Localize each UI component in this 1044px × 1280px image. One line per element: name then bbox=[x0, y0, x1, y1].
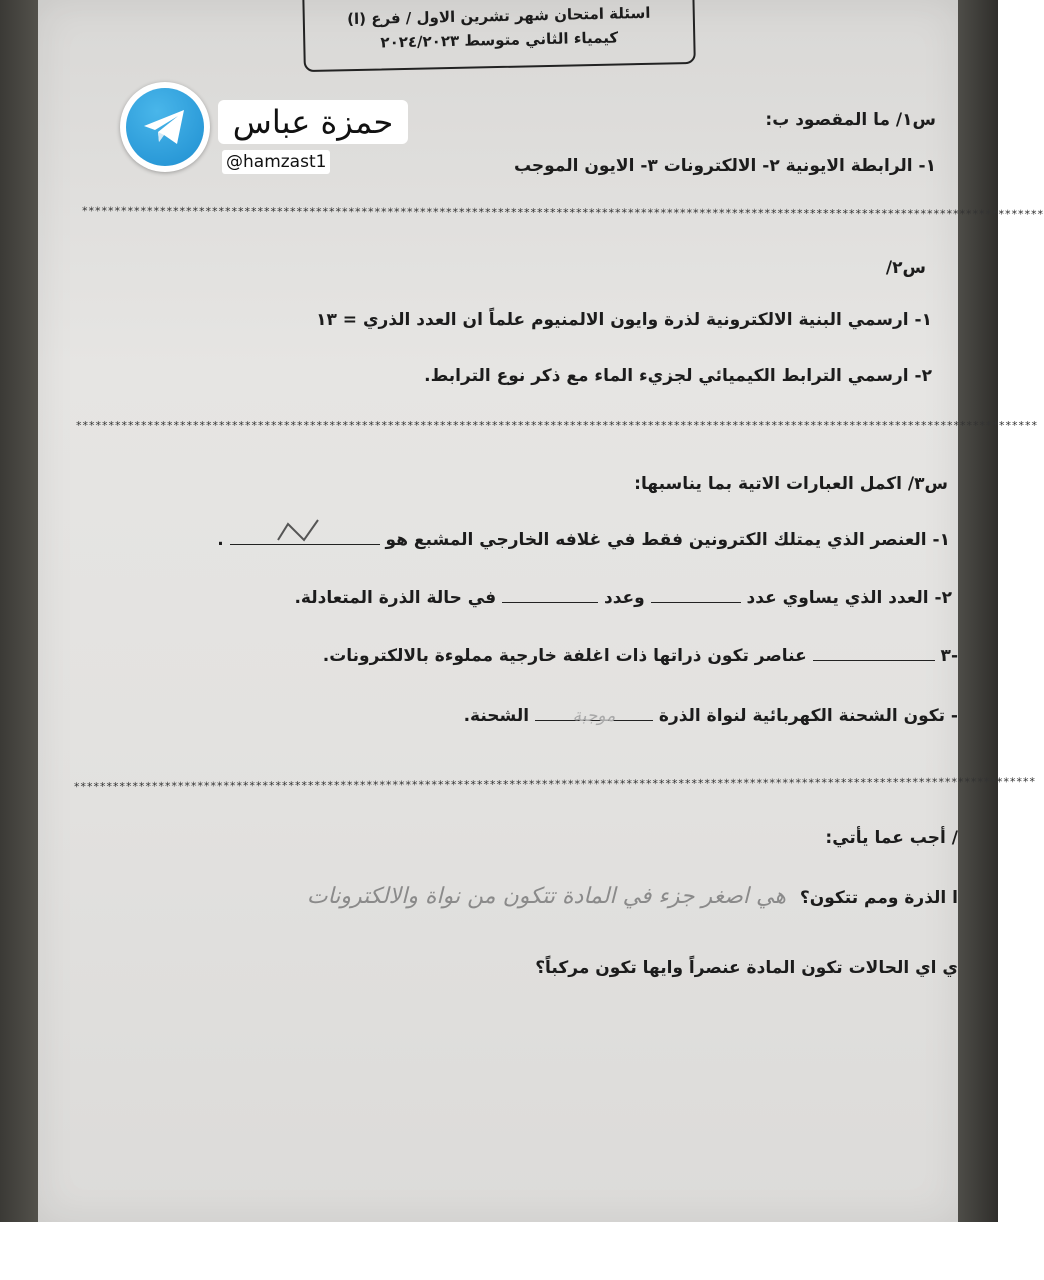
q2-title: س٢/ bbox=[885, 258, 926, 278]
q3-item2 bbox=[294, 588, 952, 608]
exam-header-box bbox=[302, 0, 696, 72]
q3-item3-number: -٣ bbox=[940, 646, 958, 666]
q3-item1-text: ١- العنصر الذي يمتلك الكترونين فقط في غلافه الخارجي المشبع هو bbox=[385, 530, 950, 550]
q4-title: / أجب عما يأتي: bbox=[825, 828, 958, 848]
q3-item2-part-c: في حالة الذرة المتعادلة. bbox=[294, 588, 497, 608]
q3-item2-part-a: ٢- العدد الذي يساوي عدد bbox=[746, 588, 952, 608]
q2-item1: ١- ارسمي البنية الالكترونية لذرة وايون الالمنيوم علماً ان العدد الذري = ١٣ bbox=[316, 310, 932, 330]
exam-paper bbox=[38, 0, 1044, 1222]
telegram-logo bbox=[120, 82, 210, 172]
q3-item1: ١- العنصر الذي يمتلك الكترونين فقط في غلافه الخارجي المشبع هو . bbox=[217, 530, 950, 550]
channel-name: حمزة عباس bbox=[218, 100, 408, 144]
q1-items: ١- الرابطة الايونية ٢- الالكترونات ٣- الايون الموجب bbox=[513, 156, 936, 176]
q3-item3-blank bbox=[813, 646, 935, 661]
q4-item2: ي اي الحالات تكون المادة عنصراً وايها تكون مركباً؟ bbox=[535, 958, 958, 978]
q3-item4 bbox=[464, 706, 958, 726]
exam-header-line2: كيمياء الثاني متوسط ٢٠٢٤/٢٠٢٣ bbox=[380, 28, 619, 52]
q3-item4-part-b: الشحنة. bbox=[463, 706, 530, 726]
q1-title: س١/ ما المقصود ب: bbox=[765, 110, 936, 130]
q4-item1 bbox=[42, 884, 958, 909]
q4-item1-text: ا الذرة ومم تتكون؟ bbox=[799, 888, 958, 908]
handwritten-mark bbox=[274, 518, 334, 544]
q4-item1-answer: هي اصغر جزء في المادة تتكون من نواة والالكترونات bbox=[306, 884, 786, 909]
q2-item2: ٢- ارسمي الترابط الكيميائي لجزيء الماء مع ذكر نوع الترابط. bbox=[424, 366, 932, 386]
q3-item2-blank-2 bbox=[502, 588, 598, 603]
exam-header-line1: اسئلة امتحان شهر تشرين الاول / فرع (ا) bbox=[346, 3, 651, 29]
separator-2: **************************************************************************************************************************************************** bbox=[76, 419, 1038, 432]
q3-item2-part-b: وعدد bbox=[603, 588, 645, 608]
telegram-icon bbox=[126, 88, 204, 166]
q3-item4-part-a: - تكون الشحنة الكهربائية لنواة الذرة bbox=[658, 706, 958, 726]
q3-item3 bbox=[323, 646, 958, 666]
q3-title: س٣/ اكمل العبارات الاتية بما يناسبها: bbox=[634, 474, 948, 494]
telegram-watermark bbox=[120, 80, 412, 176]
q3-item3-text: عناصر تكون ذراتها ذات اغلفة خارجية مملوءة بالالكترونات. bbox=[322, 646, 807, 666]
q3-item1-blank bbox=[230, 530, 380, 545]
separator-1: **************************************************************************************************************************************************** bbox=[81, 204, 1044, 221]
q3-item4-blank bbox=[535, 706, 653, 726]
separator-3: **************************************************************************************************************************************************** bbox=[73, 775, 1037, 794]
q3-item4-answer: موجبة bbox=[572, 706, 616, 726]
q3-item2-blank-1 bbox=[651, 588, 741, 603]
channel-handle: @hamzast1 bbox=[222, 150, 330, 174]
